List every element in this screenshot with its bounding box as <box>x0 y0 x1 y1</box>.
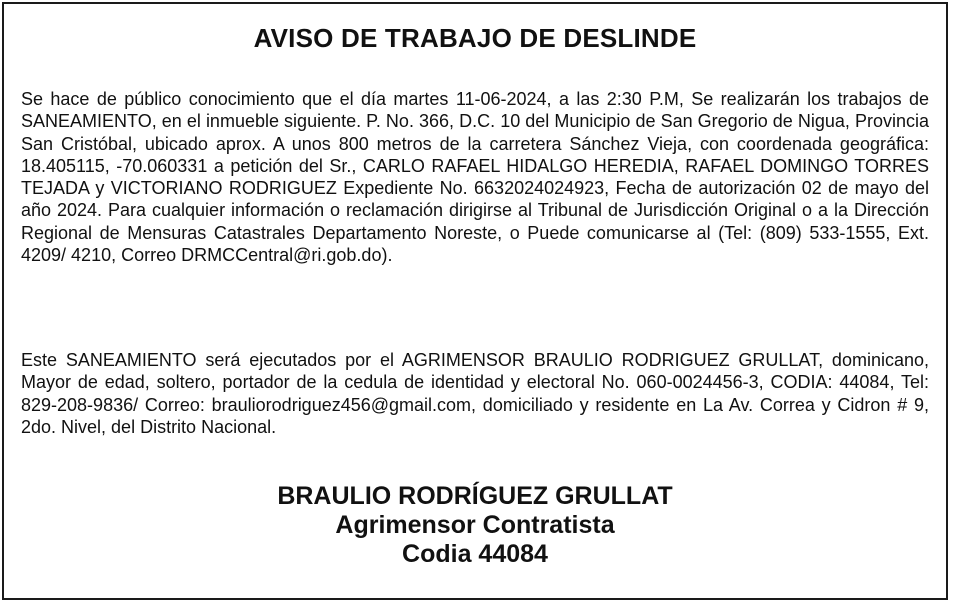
notice-title: AVISO DE TRABAJO DE DESLINDE <box>253 23 697 53</box>
signature-block <box>4 482 946 569</box>
notice-frame <box>2 2 948 600</box>
notice-paragraph-announcement: Se hace de público conocimiento que el día martes 11-06-2024, a las 2:30 P.M, Se realizarán los trabajos de SANEAMIENTO, en el inmueble siguiente. P. No. 366, D.C. 10 del Municipio de San Gregorio de Nigua, Provincia San Cristóbal, ubicado aprox. A unos 800 metros de la carretera Sánchez Vieja, con coordenada geográfica: 18.405115, -70.060331 a petición del Sr., CARLO RAFAEL HIDALGO HEREDIA, RAFAEL DOMINGO TORRES TEJADA y VICTORIANO RODRIGUEZ Expediente No. 6632024024923, Fecha de autorización 02 de mayo del año 2024. Para cualquier información o reclamación dirigirse al Tribunal de Jurisdicción Original o a la Dirección Regional de Mensuras Catastrales Departamento Noreste, o Puede comunicarse al (Tel: (809) 533-1555, Ext. 4209/ 4210, Correo DRMCCentral@ri.gob.do). <box>21 89 929 266</box>
notice-paragraph-surveyor: Este SANEAMIENTO será ejecutados por el AGRIMENSOR BRAULIO RODRIGUEZ GRULLAT, dominicano, Mayor de edad, soltero, portador de la cedula de identidad y electoral No. 060-0024456-3, CODIA: 44084, Tel: 829-208-9836/ Correo: brauliorodriguez456@gmail.com, domiciliado y residente en La Av. Correa y Cidron # 9, 2do. Nivel, del Distrito Nacional. <box>21 350 929 437</box>
signature-role: Agrimensor Contratista <box>335 511 615 539</box>
signature-codia: Codia 44084 <box>402 540 548 568</box>
signature-name: BRAULIO RODRÍGUEZ GRULLAT <box>277 482 673 510</box>
